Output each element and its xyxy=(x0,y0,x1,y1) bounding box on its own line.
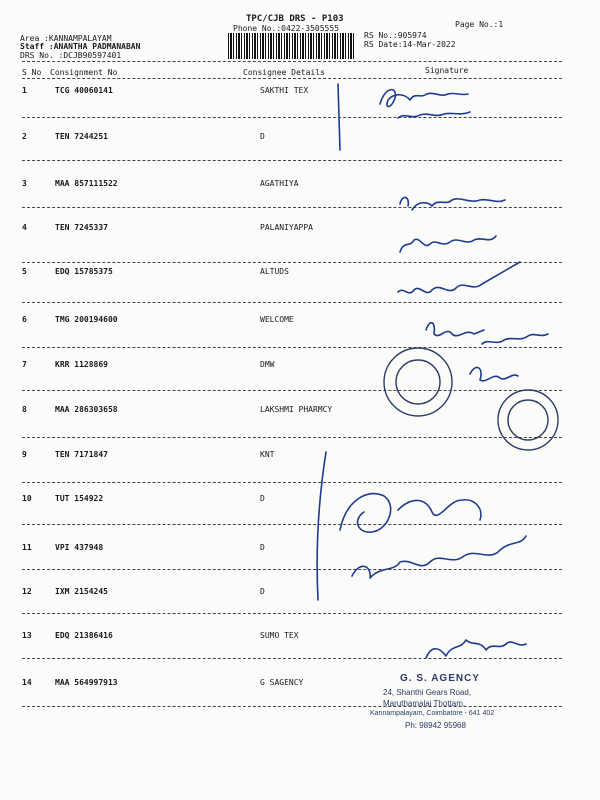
row-sno: 8 xyxy=(22,405,27,414)
row-consignee: AGATHIYA xyxy=(260,179,299,188)
row-consignee: KNT xyxy=(260,450,275,459)
row-consignment: MAA 564997913 xyxy=(55,678,118,687)
agency-stamp-circle xyxy=(498,390,558,450)
stamp-line: 24, Shanthi Gears Road, xyxy=(383,688,472,697)
row-sno: 12 xyxy=(22,587,32,596)
agency-stamp-inner xyxy=(508,400,548,440)
phone-number: Phone No.:0422-3505555 xyxy=(233,24,339,33)
col-consignment: Consignment No xyxy=(50,68,118,77)
row-consignment: TEN 7244251 xyxy=(55,132,108,141)
row-sno: 9 xyxy=(22,450,27,459)
row-consignee: PALANIYAPPA xyxy=(260,223,313,232)
row-sno: 7 xyxy=(22,360,27,369)
row-consignment: TUT 154922 xyxy=(55,494,104,503)
rs-number: RS No.:905974 xyxy=(364,31,427,40)
col-sno: S No xyxy=(22,68,42,77)
row-consignee: D xyxy=(260,494,265,503)
row-consignment: VPI 437948 xyxy=(55,543,104,552)
row-consignee: D xyxy=(260,132,265,141)
row-consignee: SUMO TEX xyxy=(260,631,299,640)
staff-label: Staff :ANANTHA PADMANABAN xyxy=(20,42,141,51)
row-sno: 13 xyxy=(22,631,32,640)
row-consignment: TMG 200194600 xyxy=(55,315,118,324)
row-consignment: KRR 1128869 xyxy=(55,360,108,369)
row-consignee: G SAGENCY xyxy=(260,678,304,687)
row-sno: 11 xyxy=(22,543,32,552)
row-consignment: TEN 7171847 xyxy=(55,450,108,459)
row-consignment: IXM 2154245 xyxy=(55,587,108,596)
row-sno: 4 xyxy=(22,223,27,232)
row-consignee: LAKSHMI PHARMCY xyxy=(260,405,333,414)
stamp-line: Ph: 98942 95968 xyxy=(405,721,466,730)
page-number: Page No.:1 xyxy=(455,20,504,29)
row-consignee: DMW xyxy=(260,360,275,369)
row-consignee: D xyxy=(260,543,265,552)
row-consignment: TEN 7245337 xyxy=(55,223,108,232)
row-consignee: SAKTHI TEX xyxy=(260,86,309,95)
row-sno: 1 xyxy=(22,86,27,95)
drs-number: DRS No. :DCJB90597401 xyxy=(20,51,122,60)
row-consignment: TCG 40060141 xyxy=(55,86,113,95)
col-signature: Signature xyxy=(425,66,469,75)
row-sno: 5 xyxy=(22,267,27,276)
rs-date: RS Date:14-Mar-2022 xyxy=(364,40,456,49)
drs-code: TPC/CJB DRS - P103 xyxy=(246,14,344,24)
row-sno: 14 xyxy=(22,678,32,687)
company-stamp-circle xyxy=(384,348,452,416)
col-consignee: Consignee Details xyxy=(243,68,325,77)
row-sno: 2 xyxy=(22,132,27,141)
row-consignee: D xyxy=(260,587,265,596)
stamp-line: Maruthamalai Thottam, xyxy=(383,699,466,708)
company-stamp-inner xyxy=(396,360,440,404)
row-consignee: ALTUDS xyxy=(260,267,289,276)
row-consignment: MAA 286303658 xyxy=(55,405,118,414)
stamp-name: G. S. AGENCY xyxy=(400,673,480,684)
row-consignment: EDQ 15785375 xyxy=(55,267,113,276)
stamp-line: Kannampalayam, Coimbatore - 641 402 xyxy=(370,710,495,717)
area-label: Area :KANNAMPALAYAM xyxy=(20,34,112,43)
row-consignee: WELCOME xyxy=(260,315,294,324)
row-sno: 10 xyxy=(22,494,32,503)
row-sno: 3 xyxy=(22,179,27,188)
row-consignment: MAA 857111522 xyxy=(55,179,118,188)
row-consignment: EDQ 21386416 xyxy=(55,631,113,640)
row-sno: 6 xyxy=(22,315,27,324)
